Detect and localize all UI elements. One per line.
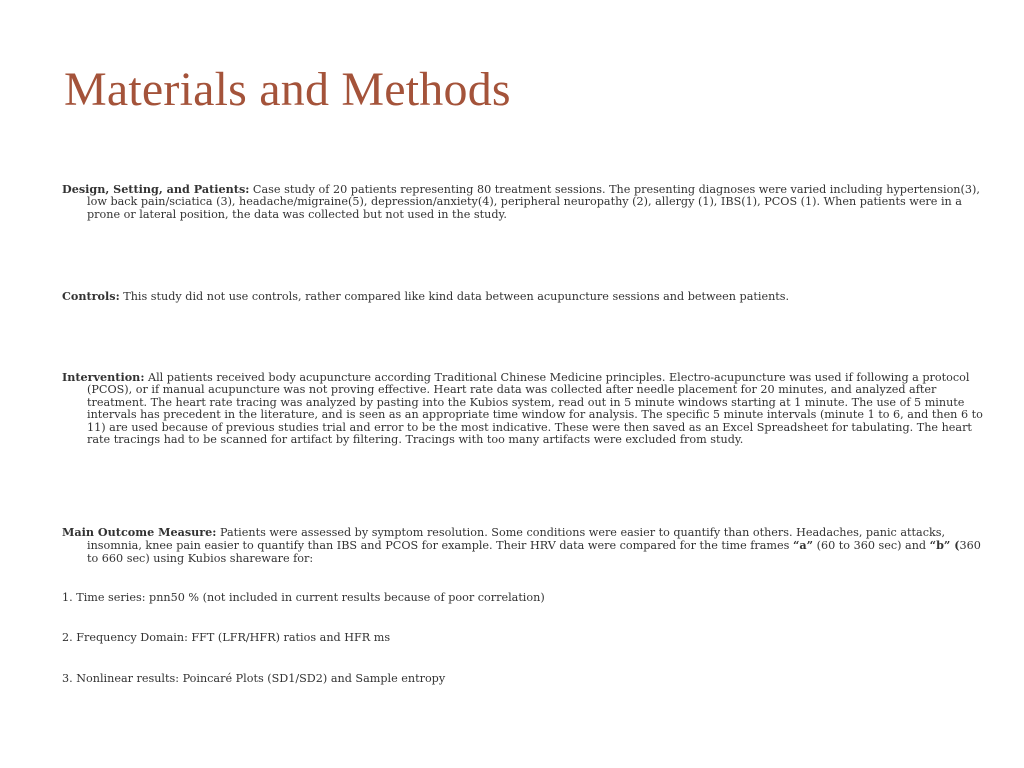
list-item-time-series: 1. Time series: pnn50 % (not included in current results because of poor correlation) <box>62 591 545 604</box>
outcome-paragraph <box>62 526 987 565</box>
intervention-label: Intervention: <box>62 370 145 384</box>
controls-text: This study did not use controls, rather compared like kind data between acupuncture sessions and between patients. <box>119 290 790 303</box>
list-item-nonlinear: 3. Nonlinear results: Poincaré Plots (SD1/SD2) and Sample entropy <box>62 672 446 685</box>
outcome-label: Main Outcome Measure: <box>62 525 217 539</box>
outcome-frame-b: “b” ( <box>929 538 960 553</box>
slide-title: Materials and Methods <box>64 63 511 116</box>
list-item-frequency-domain: 2. Frequency Domain: FFT (LFR/HFR) ratios and HFR ms <box>62 631 391 644</box>
design-text: Case study of 20 patients representing 80 treatment sessions. The presenting diagnoses were varied including hypertension(3), low back pain/sciatica (3), headache/migraine(5), depression/anxiety(4), peripheral neuropathy (2), allergy (1), IBS(1), PCOS (1). When patients were in a prone or lateral position, the data was collected but not used in the study. <box>87 183 980 221</box>
intervention-text: All patients received body acupuncture according Traditional Chinese Medicine principles. Electro-acupuncture was used if following a protocol (PCOS), or if manual acupuncture was not proving effective. Heart rate data was collected after needle placement for 20 minutes, and analyzed after treatment. The heart rate tracing was analyzed by pasting into the Kubios system, read out in 5 minute windows starting at 1 minute. The use of 5 minute intervals has precedent in the literature, and is seen as an appropriate time window for analysis. The specific 5 minute intervals (minute 1 to 6, and then 6 to 11) are used because of previous studies trial and error to be the most indicative. These were then saved as an Excel Spreadsheet for tabulating. The heart rate tracings had to be scanned for artifact by filtering. Tracings with too many artifacts were excluded from study. <box>87 371 983 447</box>
outcome-frame-a: “a” <box>792 538 814 553</box>
outcome-text-3: 360 to 660 sec) using Kubios shareware for: <box>87 539 981 565</box>
design-paragraph <box>62 183 987 221</box>
design-label: Design, Setting, and Patients: <box>62 182 250 196</box>
intervention-paragraph <box>62 371 987 446</box>
controls-label: Controls: <box>62 289 120 303</box>
outcome-text-1: Patients were assessed by symptom resolution. Some conditions were easier to quantify than others. Headaches, panic attacks, insomnia, knee pain easier to quantify than IBS and PCOS for example. Their HRV data were compared for the time frames <box>87 526 946 553</box>
controls-paragraph <box>62 290 987 303</box>
outcome-text-2: (60 to 360 sec) and <box>813 539 930 553</box>
